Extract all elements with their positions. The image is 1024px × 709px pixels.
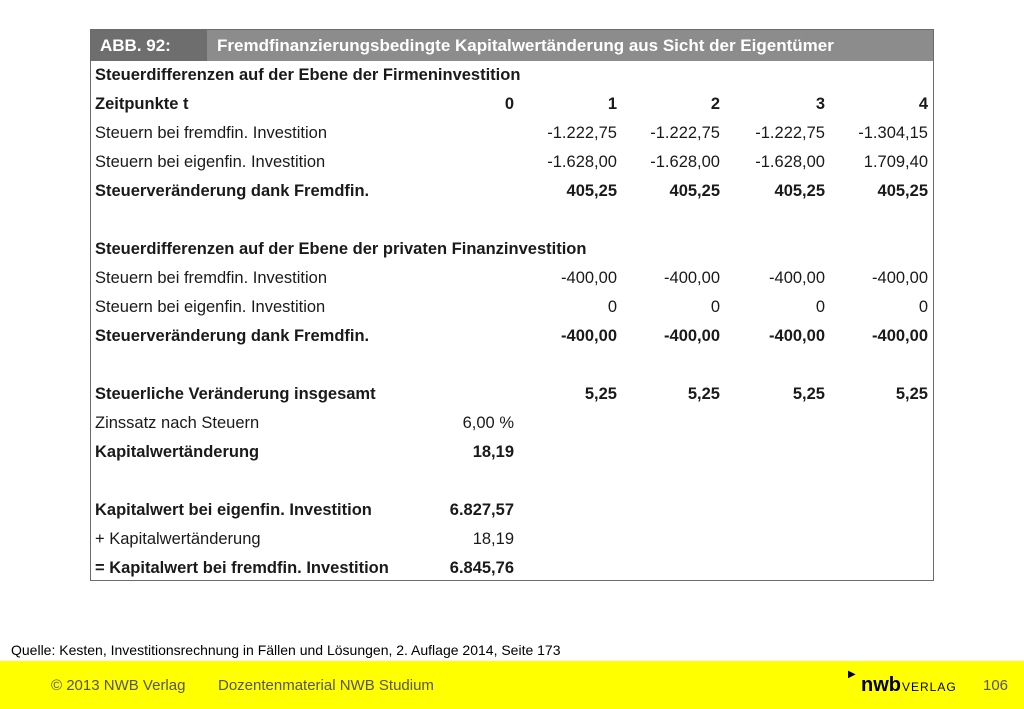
row-label: Steuerveränderung dank Fremdfin. — [95, 327, 370, 345]
row-label: Kapitalwert bei eigenfin. Investition — [95, 501, 372, 519]
table-row — [91, 206, 933, 235]
table-cell: 0 — [607, 298, 617, 316]
table-cell: 405,25 — [774, 182, 825, 200]
table-cell: -400,00 — [561, 327, 617, 345]
table-cell: 6.827,57 — [449, 501, 514, 519]
table-row — [91, 264, 933, 293]
table-row — [91, 380, 933, 409]
row-label: Steuern bei fremdfin. Investition — [95, 124, 328, 142]
table-row — [91, 351, 933, 380]
table-cell: 2 — [710, 95, 720, 113]
table-cell: 5,25 — [687, 385, 720, 403]
table-row — [91, 525, 933, 554]
table-cell: 0 — [710, 298, 720, 316]
table-cell: -400,00 — [561, 269, 617, 287]
table-row — [91, 148, 933, 177]
row-label: Kapitalwertänderung — [95, 443, 260, 461]
table-row — [91, 409, 933, 438]
table-cell: 5,25 — [584, 385, 617, 403]
figure-label: ABB. 92: — [91, 30, 207, 61]
page-number: 106 — [983, 677, 1009, 694]
table-row — [91, 90, 933, 119]
source-note: Quelle: Kesten, Investitionsrechnung in Fällen und Lösungen, 2. Auflage 2014, Seite 173 — [11, 642, 561, 658]
footer-bar — [0, 661, 1024, 709]
row-label: = Kapitalwert bei fremdfin. Investition — [95, 559, 389, 577]
table-cell: 0 — [918, 298, 928, 316]
table-cell: 6,00 % — [462, 414, 514, 432]
table-cell: 5,25 — [895, 385, 928, 403]
table-row — [91, 177, 933, 206]
table-cell: 0 — [815, 298, 825, 316]
row-label: Steuern bei eigenfin. Investition — [95, 153, 326, 171]
table-row — [91, 467, 933, 496]
table-cell: -1.304,15 — [858, 124, 928, 142]
table-cell: -400,00 — [872, 327, 928, 345]
table-cell: 0 — [504, 95, 514, 113]
row-label: + Kapitalwertänderung — [95, 530, 261, 548]
row-label: Steuern bei eigenfin. Investition — [95, 298, 326, 316]
logo-verlag: VERLAG — [902, 680, 957, 694]
table-cell: 18,19 — [472, 443, 514, 461]
table-cell: 1 — [607, 95, 617, 113]
logo-nwb: nwb — [861, 674, 901, 696]
copyright-text: © 2013 NWB Verlag — [51, 677, 186, 694]
table-row — [91, 554, 933, 583]
row-label: Steuerdifferenzen auf der Ebene der privaten Finanzinvestition — [95, 240, 587, 258]
table-cell: -1.222,75 — [650, 124, 720, 142]
row-label: Zinssatz nach Steuern — [95, 414, 260, 432]
table-body — [91, 61, 933, 583]
figure-title: Fremdfinanzierungsbedingte Kapitalwertänderung aus Sicht der Eigentümer — [217, 36, 834, 55]
table-cell: -400,00 — [872, 269, 928, 287]
figure-header — [91, 30, 933, 61]
table-cell: 4 — [918, 95, 928, 113]
table-row — [91, 61, 933, 90]
table-row — [91, 438, 933, 467]
table-cell: -400,00 — [664, 269, 720, 287]
table-cell: 1.709,40 — [863, 153, 928, 171]
table-cell: -1.222,75 — [755, 124, 825, 142]
table-cell: -1.628,00 — [755, 153, 825, 171]
table-row — [91, 293, 933, 322]
row-label: Steuern bei fremdfin. Investition — [95, 269, 328, 287]
row-label: Steuerliche Veränderung insgesamt — [95, 385, 376, 403]
row-label: Steuerveränderung dank Fremdfin. — [95, 182, 370, 200]
table-cell: 5,25 — [792, 385, 825, 403]
material-text: Dozentenmaterial NWB Studium — [218, 677, 434, 694]
table-cell: 18,19 — [472, 530, 514, 548]
row-label: Steuerdifferenzen auf der Ebene der Firmeninvestition — [95, 66, 521, 84]
table-row — [91, 322, 933, 351]
play-arrow-icon: ▶ — [848, 669, 856, 680]
table-cell: -1.628,00 — [547, 153, 617, 171]
table-cell: 6.845,76 — [449, 559, 514, 577]
table-row — [91, 235, 933, 264]
table-row — [91, 119, 933, 148]
table-cell: 405,25 — [669, 182, 720, 200]
row-label: Zeitpunkte t — [95, 95, 189, 113]
table-cell: -1.222,75 — [547, 124, 617, 142]
table-row — [91, 496, 933, 525]
table-cell: -400,00 — [664, 327, 720, 345]
table-cell: -1.628,00 — [650, 153, 720, 171]
table-cell: -400,00 — [769, 269, 825, 287]
table-cell: 3 — [815, 95, 825, 113]
figure-table — [90, 29, 934, 581]
table-cell: 405,25 — [877, 182, 928, 200]
table-cell: 405,25 — [566, 182, 617, 200]
table-cell: -400,00 — [769, 327, 825, 345]
